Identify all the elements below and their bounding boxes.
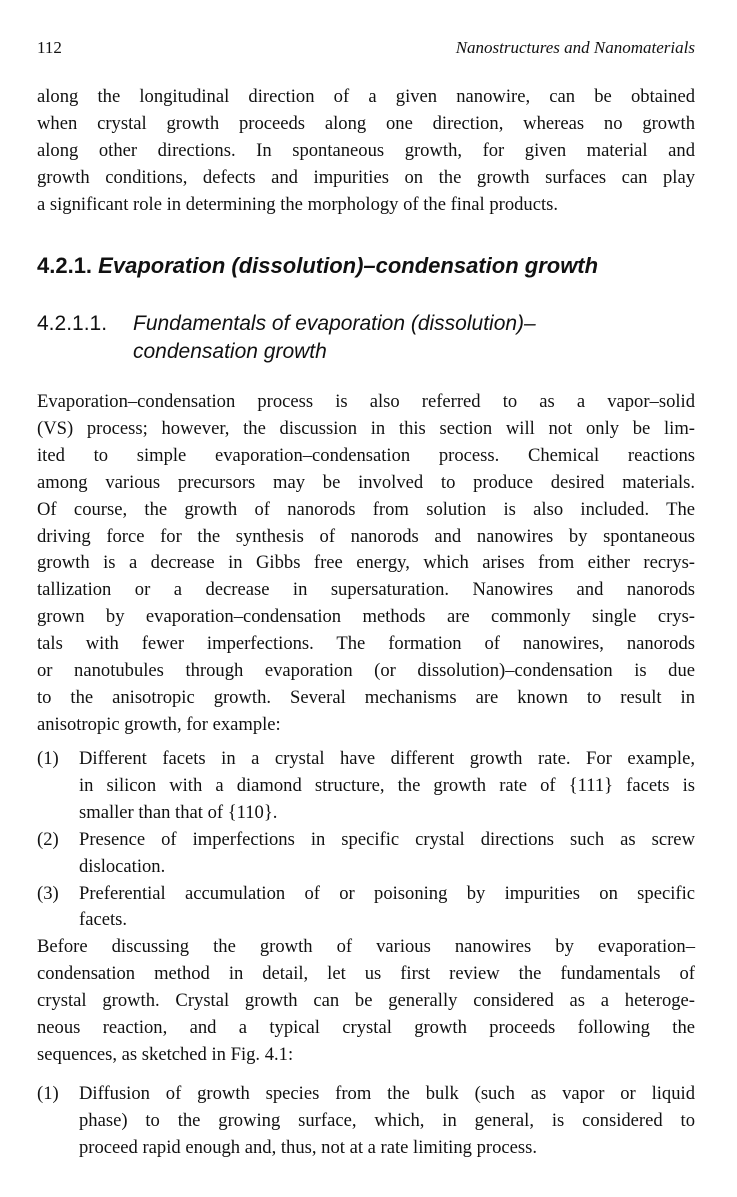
subsection-title-line: Fundamentals of evaporation (dissolution)–: [133, 312, 536, 335]
text-line: (VS) process; however, the discussion in this section will not only be lim-: [37, 417, 695, 439]
list-marker: (2): [37, 828, 59, 850]
text-line: phase) to the growing surface, which, in general, is considered to: [79, 1109, 695, 1131]
text-line: crystal growth. Crystal growth can be generally considered as a heteroge-: [37, 989, 695, 1011]
list-marker: (1): [37, 1083, 59, 1104]
text-line: Diffusion of growth species from the bulk (such as vapor or liquid: [79, 1083, 695, 1104]
text-line: grown by evaporation–condensation methods are commonly single crys-: [37, 606, 695, 628]
text-line: anisotropic growth, for example:: [37, 713, 281, 735]
list-item: [37, 746, 695, 827]
text-line: Before discussing the growth of various nanowires by evaporation–: [37, 936, 695, 957]
text-line: Different facets in a crystal have different growth rate. For example,: [79, 748, 695, 769]
text-line: dislocation.: [79, 855, 166, 877]
text-line: tals with fewer imperfections. The formation of nanowires, nanorods: [37, 633, 695, 655]
page-header: [37, 38, 695, 60]
list-marker: (3): [37, 882, 59, 904]
text-line: driving force for the synthesis of nanorods and nanowires by spontaneous: [37, 525, 695, 547]
list-item: [37, 881, 695, 935]
text-line: along other directions. In spontaneous growth, for given material and: [37, 139, 695, 161]
text-line: when crystal growth proceeds along one direction, whereas no growth: [37, 112, 695, 134]
body-paragraph-1: [37, 389, 695, 739]
text-line: facets.: [79, 909, 128, 931]
page-number: 112: [37, 38, 62, 57]
growth-steps-list: [37, 1081, 695, 1162]
mechanism-list: [37, 746, 695, 934]
body-paragraph-2: [37, 934, 695, 1069]
list-item: [37, 827, 695, 881]
text-line: among various precursors may be involved to produce desired materials.: [37, 471, 695, 493]
text-line: Presence of imperfections in specific crystal directions such as screw: [79, 828, 695, 850]
text-line: sequences, as sketched in Fig. 4.1:: [37, 1043, 294, 1065]
list-item: [37, 1081, 695, 1162]
text-line: proceed rapid enough and, thus, not at a rate limiting process.: [79, 1136, 537, 1158]
text-line: neous reaction, and a typical crystal growth proceeds following the: [37, 1016, 695, 1038]
section-number: 4.2.1.: [37, 253, 93, 278]
text-line: condensation method in detail, let us first review the fundamentals of: [37, 962, 695, 984]
text-line: growth is a decrease in Gibbs free energy, which arises from either recrys-: [37, 552, 695, 574]
text-line: to the anisotropic growth. Several mechanisms are known to result in: [37, 686, 695, 708]
subsection-number: 4.2.1.1.: [37, 312, 108, 335]
list-marker: (1): [37, 748, 59, 769]
text-line: ited to simple evaporation–condensation process. Chemical reactions: [37, 444, 695, 466]
text-line: Preferential accumulation of or poisoning by impurities on specific: [79, 882, 695, 904]
text-line: growth conditions, defects and impurities on the growth surfaces can play: [37, 166, 695, 188]
running-title: Nanostructures and Nanomaterials: [455, 38, 695, 57]
subsection-title: [133, 310, 536, 366]
text-line: a significant role in determining the morphology of the final products.: [37, 193, 559, 215]
section-title: Evaporation (dissolution)–condensation growth: [98, 253, 599, 278]
section-heading: [37, 253, 598, 279]
text-line: smaller than that of {110}.: [79, 801, 278, 823]
text-line: Of course, the growth of nanorods from solution is also included. The: [37, 498, 695, 520]
subsection-title-line: condensation growth: [133, 340, 327, 363]
intro-paragraph: [37, 84, 695, 219]
text-line: in silicon with a diamond structure, the growth rate of {111} facets is: [79, 774, 695, 796]
text-line: Evaporation–condensation process is also referred to as a vapor–solid: [37, 391, 695, 412]
text-line: along the longitudinal direction of a given nanowire, can be obtained: [37, 86, 695, 107]
text-line: or nanotubules through evaporation (or dissolution)–condensation is due: [37, 660, 695, 682]
text-line: tallization or a decrease in supersaturation. Nanowires and nanorods: [37, 579, 695, 601]
